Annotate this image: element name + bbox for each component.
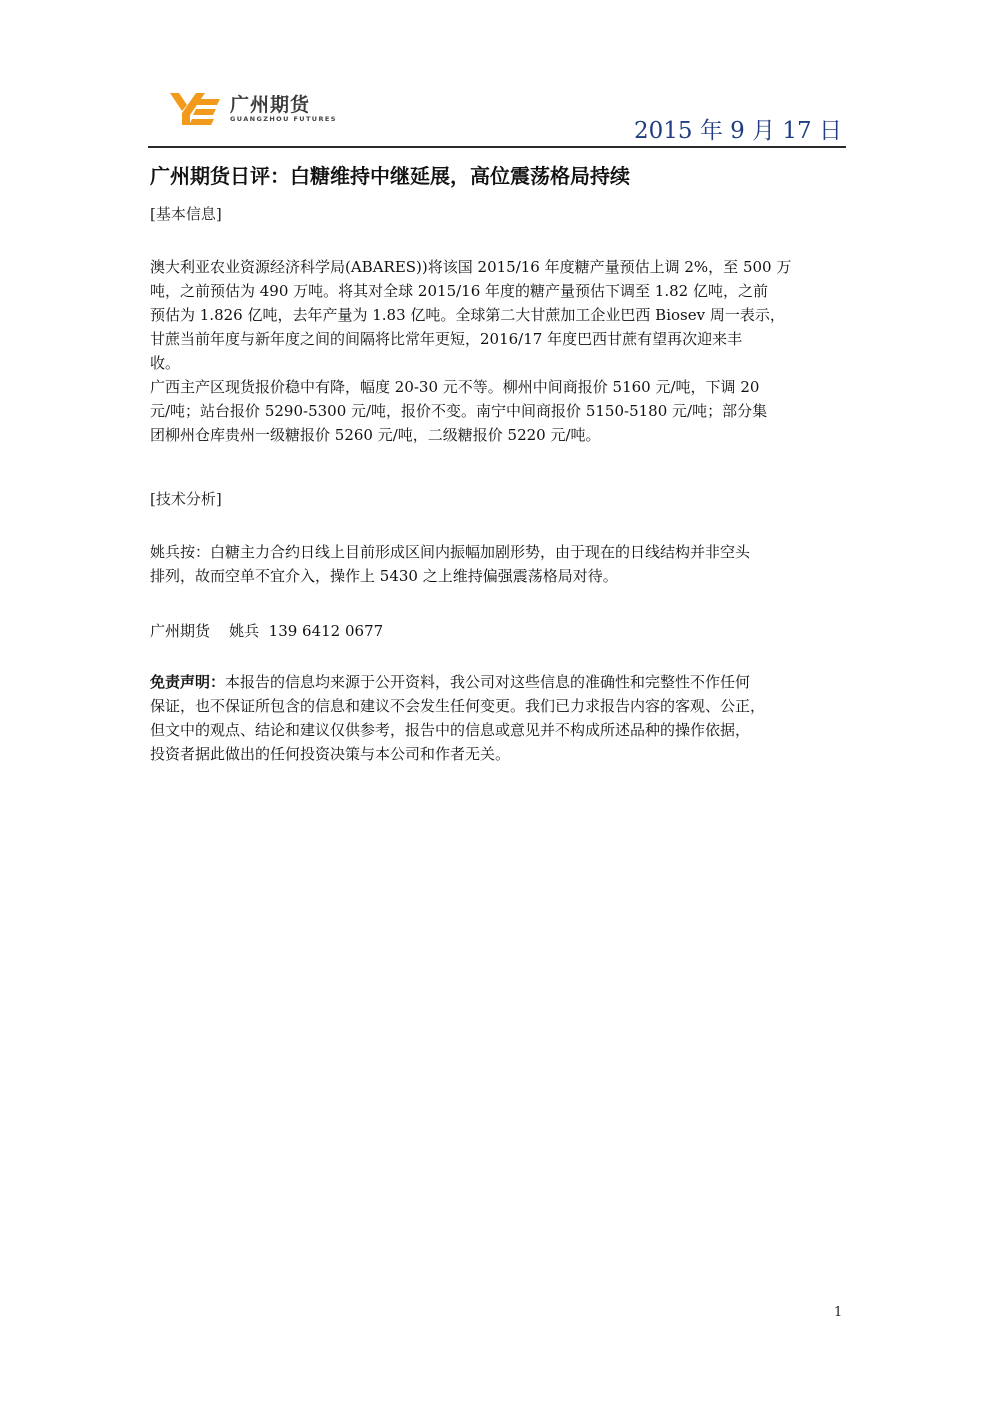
disclaimer-line: 投资者据此做出的任何投资决策与本公司和作者无关。 <box>150 745 511 763</box>
contact-company: 广州期货 <box>150 622 211 640</box>
paragraph-line: 团柳州仓库贵州一级糖报价 5260 元/吨，二级糖报价 5220 元/吨。 <box>150 426 601 444</box>
paragraph-line: 收。 <box>150 354 181 372</box>
report-title: 广州期货日评：白糖维持中继延展，高位震荡格局持续 <box>150 164 630 188</box>
paragraph-line: 排列，故而空单不宜介入，操作上 5430 之上维持偏强震荡格局对待。 <box>150 567 618 585</box>
technical-analysis-paragraph <box>150 540 750 588</box>
disclaimer <box>150 670 765 766</box>
section-label-technical-analysis: [技术分析] <box>150 490 222 508</box>
page-number: 1 <box>834 1305 843 1320</box>
logo-chinese-name: 广州期货 <box>230 94 311 116</box>
disclaimer-line: 保证，也不保证所包含的信息和建议不会发生任何变更。我们已力求报告内容的客观、公正， <box>150 697 766 715</box>
disclaimer-first-line <box>150 670 765 694</box>
guangzhou-futures-logo-icon <box>170 91 220 127</box>
report-header <box>148 88 846 148</box>
disclaimer-first-line-text: 本报告的信息均来源于公开资料，我公司对这些信息的准确性和完整性不作任何 <box>225 673 751 691</box>
contact-line <box>150 620 383 641</box>
report-date: 2015 年 9 月 17 日 <box>634 118 842 144</box>
paragraph-line: 吨，之前预估为 490 万吨。将其对全球 2015/16 年度的糖产量预估下调至 1.82 亿吨，之前 <box>150 282 768 300</box>
contact-phone: 139 6412 0677 <box>268 622 384 640</box>
paragraph-line: 澳大利亚农业资源经济科学局(ABARES))将该国 2015/16 年度糖产量预估上调 2%，至 500 万 <box>150 258 792 276</box>
paragraph-line: 广西主产区现货报价稳中有降，幅度 20-30 元不等。柳州中间商报价 5160 元/吨，下调 20 <box>150 378 760 396</box>
paragraph-line: 元/吨；站台报价 5290-5300 元/吨，报价不变。南宁中间商报价 5150-5180 元/吨；部分集 <box>150 402 768 420</box>
paragraph-line: 甘蔗当前年度与新年度之间的间隔将比常年更短，2016/17 年度巴西甘蔗有望再次迎来丰 <box>150 330 743 348</box>
logo-english-name: GUANGZHOU FUTURES <box>230 115 337 123</box>
disclaimer-line: 但文中的观点、结论和建议仅供参考，报告中的信息或意见并不构成所述品种的操作依据， <box>150 721 751 739</box>
disclaimer-label: 免责声明： <box>150 673 226 691</box>
section-label-basic-info: [基本信息] <box>150 205 222 223</box>
contact-analyst: 姚兵 <box>229 622 260 640</box>
paragraph-line: 姚兵按：白糖主力合约日线上目前形成区间内振幅加剧形势，由于现在的日线结构并非空头 <box>150 543 751 561</box>
basic-info-paragraph-1 <box>150 255 791 447</box>
header-divider <box>148 146 846 148</box>
paragraph-line: 预估为 1.826 亿吨，去年产量为 1.83 亿吨。全球第二大甘蔗加工企业巴西 Biosev 周一表示， <box>150 306 785 324</box>
